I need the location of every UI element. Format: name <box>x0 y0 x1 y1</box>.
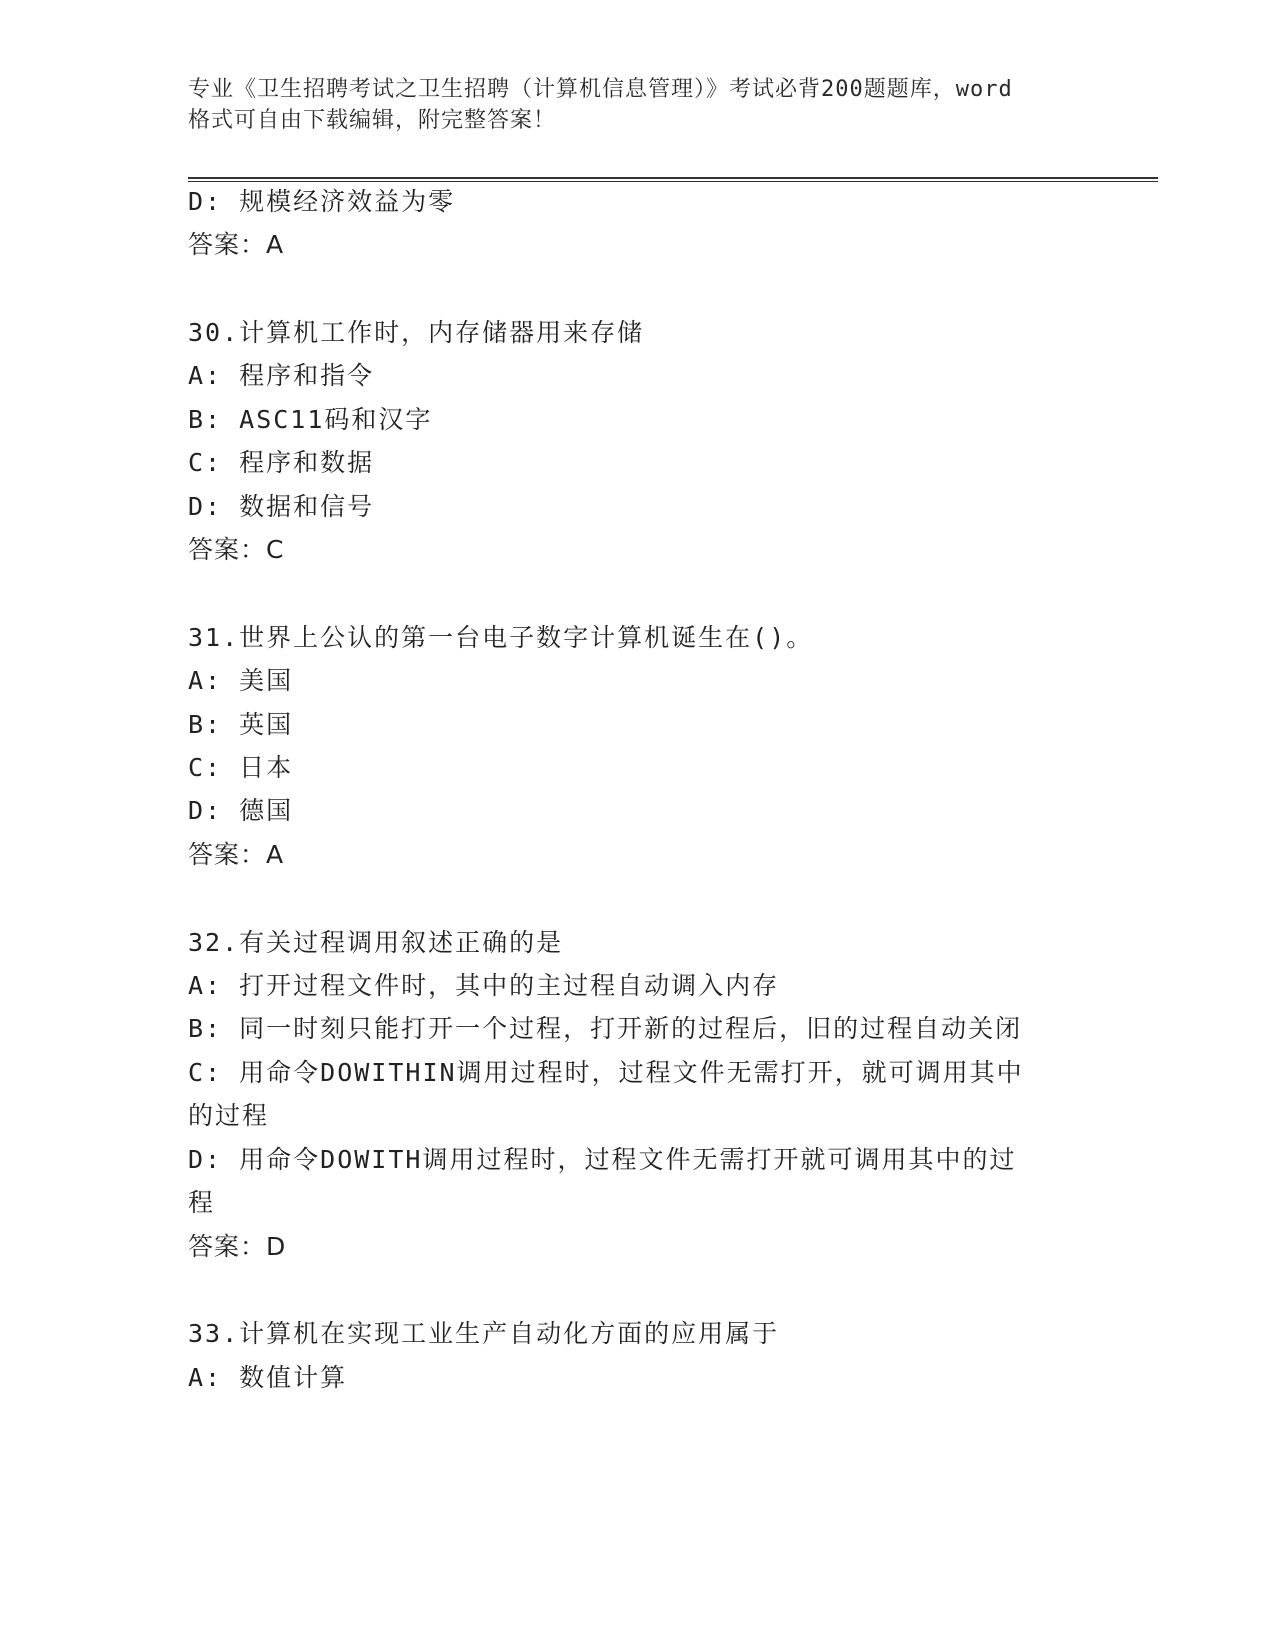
answer-value: D <box>266 1232 287 1261</box>
q30-option-b: B: ASC11码和汉字 <box>188 405 433 434</box>
q31-option-d: D: 德国 <box>188 796 294 825</box>
question-30: 30.计算机工作时，内存储器用来存储 <box>188 318 645 347</box>
answer-label: 答案： <box>188 1232 267 1261</box>
q31-option-b: B: 英国 <box>188 710 294 739</box>
header-divider <box>188 177 1158 182</box>
answer-label: 答案： <box>188 535 267 564</box>
answer-label: 答案： <box>188 840 267 869</box>
question-32: 32.有关过程调用叙述正确的是 <box>188 928 564 957</box>
q31-option-c: C: 日本 <box>188 753 294 782</box>
header-line-2: 格式可自由下载编辑，附完整答案！ <box>188 108 557 133</box>
q30-option-c: C: 程序和数据 <box>188 448 375 477</box>
header-line-1: 专业《卫生招聘考试之卫生招聘（计算机信息管理）》考试必背200题题库，word <box>188 77 1013 102</box>
q30-option-d: D: 数据和信号 <box>188 492 375 521</box>
q31-option-a: A: 美国 <box>188 666 294 695</box>
q32-option-c-continued: 的过程 <box>188 1101 270 1130</box>
q32-option-d-continued: 程 <box>188 1188 216 1217</box>
question-33: 33.计算机在实现工业生产自动化方面的应用属于 <box>188 1319 780 1348</box>
q30-answer <box>188 533 284 567</box>
prev-answer <box>188 228 284 262</box>
q32-option-d: D: 用命令DOWITH调用过程时，过程文件无需打开就可调用其中的过 <box>188 1145 1017 1174</box>
q32-answer <box>188 1230 286 1264</box>
answer-label: 答案： <box>188 230 267 259</box>
answer-value: A <box>266 230 285 259</box>
question-31: 31.世界上公认的第一台电子数字计算机诞生在()。 <box>188 623 814 652</box>
q33-option-a: A: 数值计算 <box>188 1363 348 1392</box>
prev-option-d: D: 规模经济效益为零 <box>188 187 456 216</box>
q32-option-a: A: 打开过程文件时，其中的主过程自动调入内存 <box>188 971 780 1000</box>
q32-option-b: B: 同一时刻只能打开一个过程，打开新的过程后，旧的过程自动关闭 <box>188 1014 1023 1043</box>
answer-value: C <box>266 535 285 564</box>
q32-option-c: C: 用命令DOWITHIN调用过程时，过程文件无需打开，就可调用其中 <box>188 1058 1024 1087</box>
answer-value: A <box>266 840 285 869</box>
q30-option-a: A: 程序和指令 <box>188 361 375 390</box>
q31-answer <box>188 838 284 872</box>
document-header <box>188 74 1088 136</box>
